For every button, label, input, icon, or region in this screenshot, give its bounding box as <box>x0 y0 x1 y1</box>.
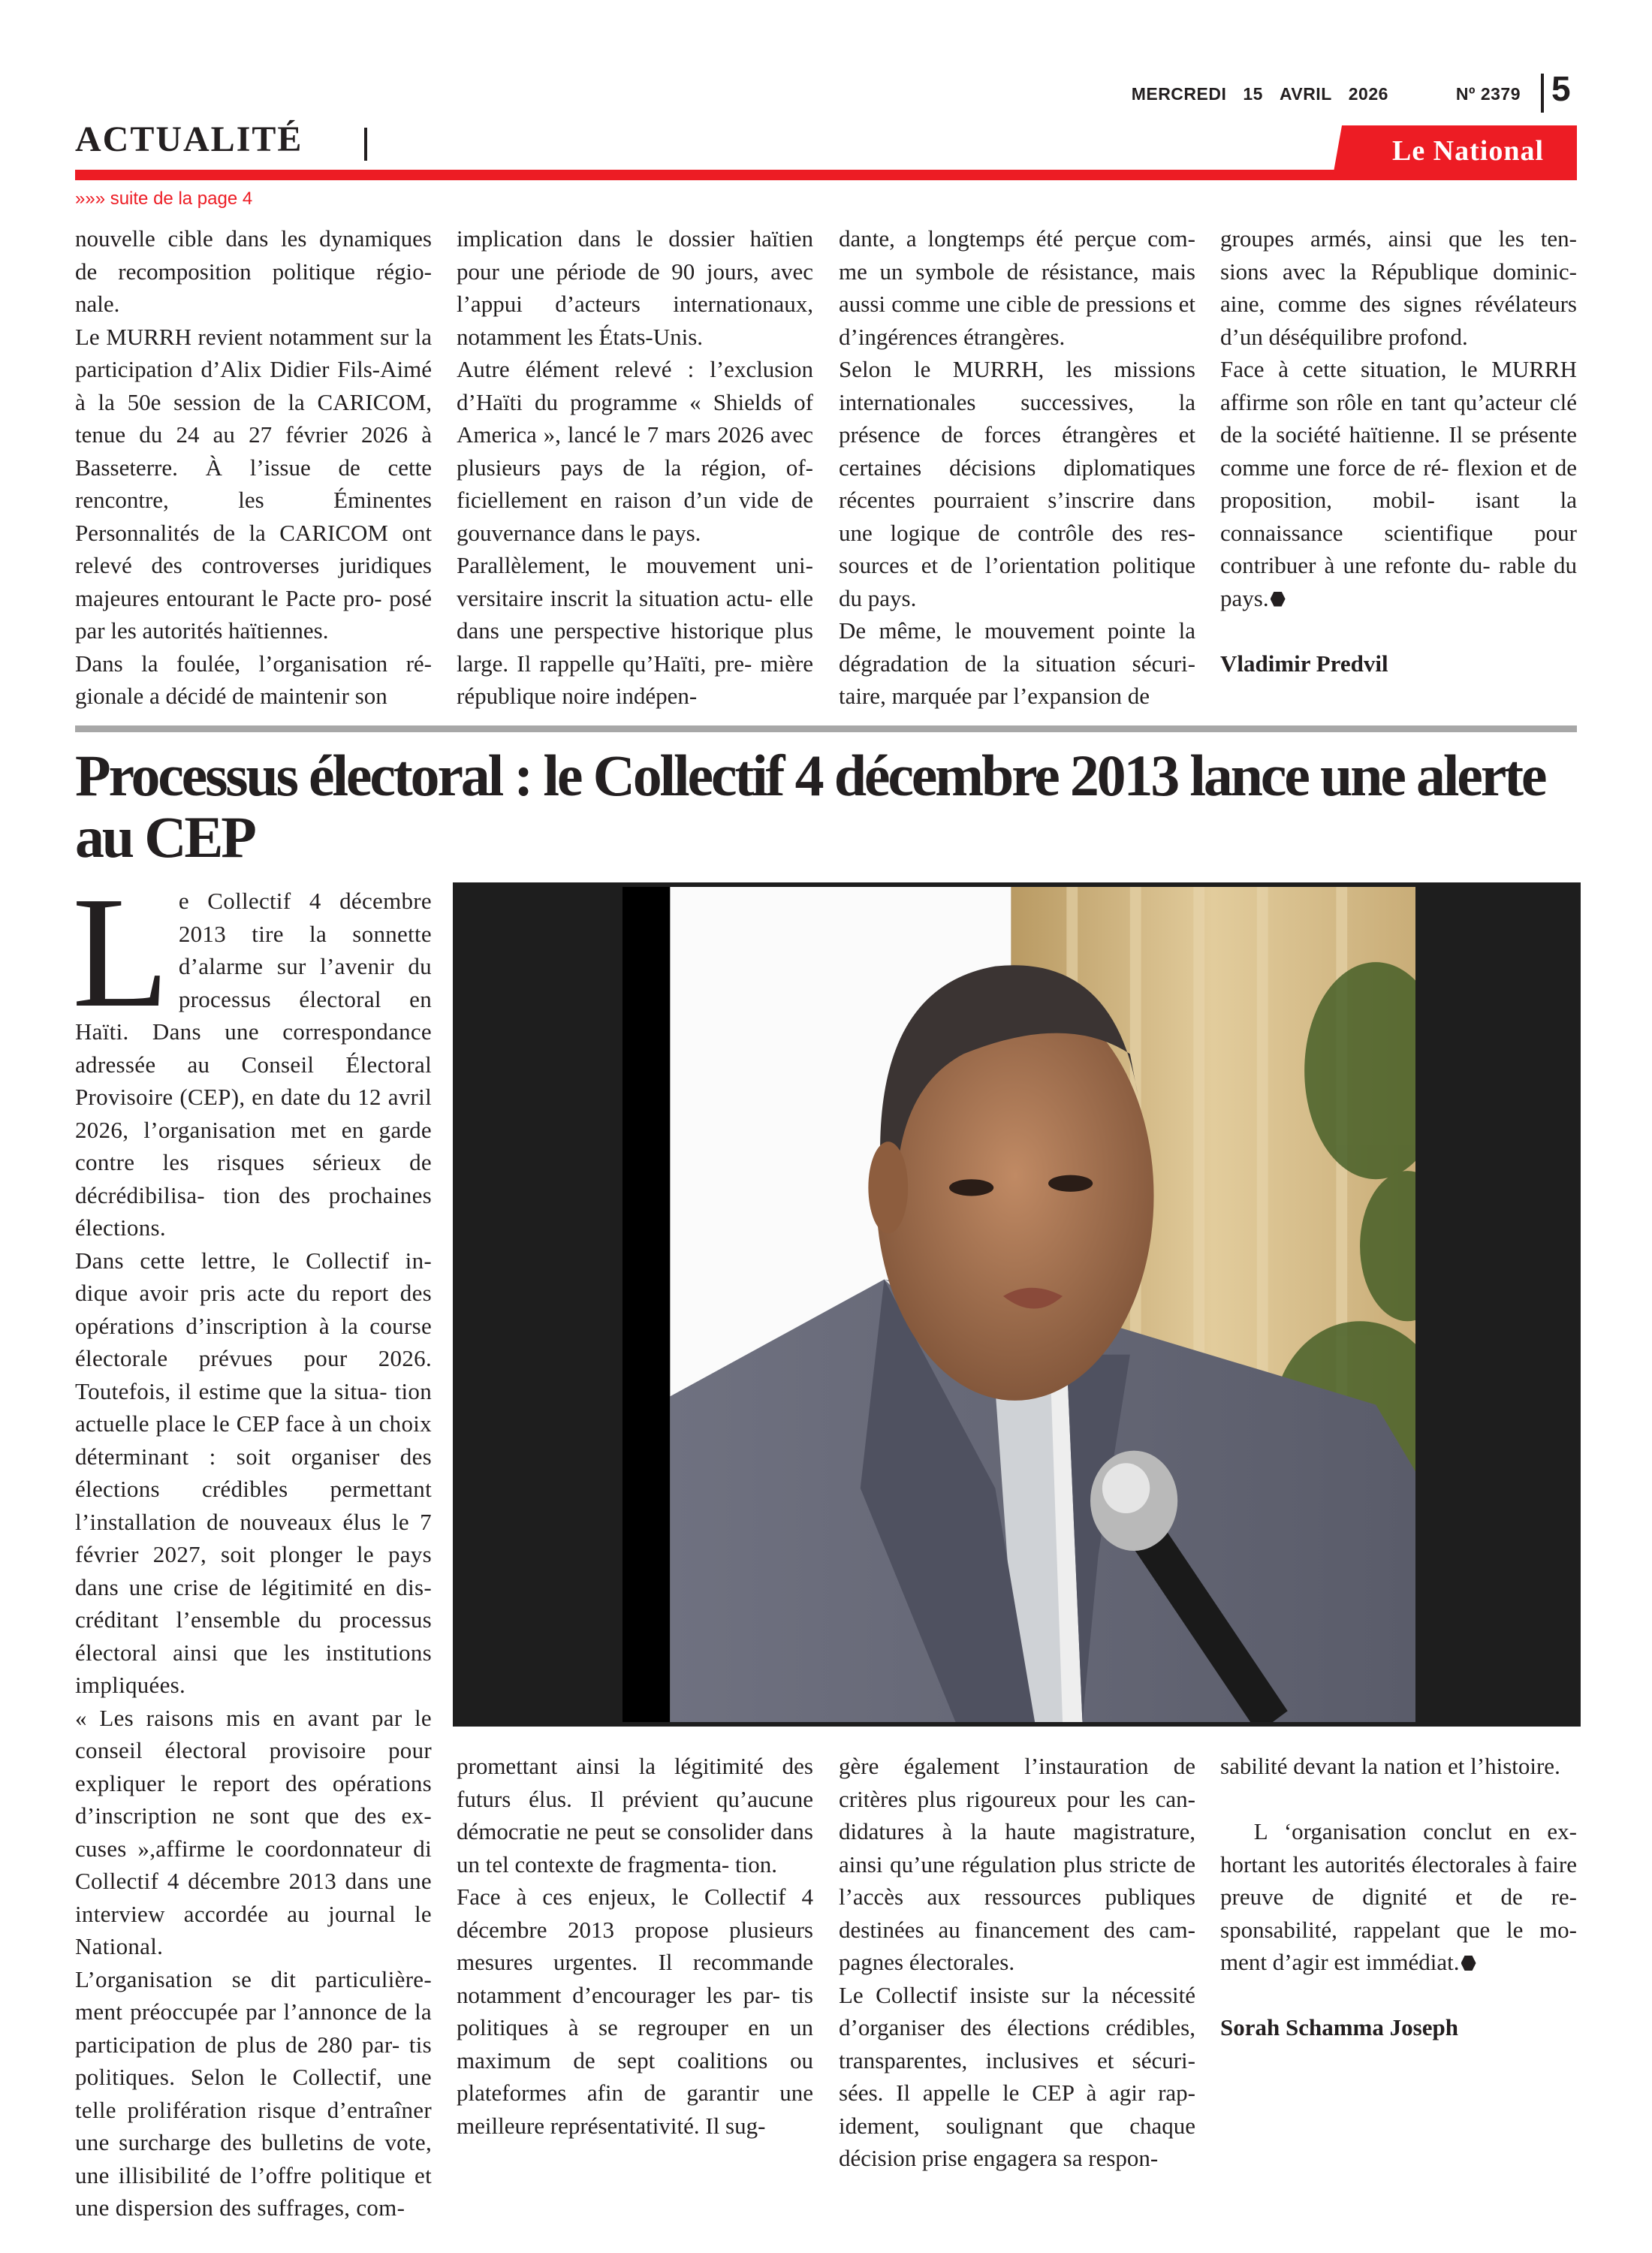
paragraph-text: e Collectif 4 décembre 2013 tire la sonnette d’alarme sur l’avenir du processus électoral en Haïti. Dans une correspondance adressée au Conseil Électoral Provisoire (CEP), en date du 12 avril 2026, l’organisation met en garde contre les risques sérieux de décrédibilisa- tion des prochaines élections. <box>75 888 432 1241</box>
issue-number: Nº 2379 <box>1455 84 1521 104</box>
paragraph: groupes armés, ainsi que les ten- sions avec la République dominic- aine, comme des signes révélateurs d’un déséquilibre profond. <box>1220 225 1577 350</box>
paragraph: sabilité devant la nation et l’histoire. <box>1220 1753 1560 1779</box>
article1-column-4 <box>1220 222 1577 680</box>
paragraph: Selon le MURRH, les missions internationales successives, la présence de forces étrangères et certaines décisions diplomatiques récentes pourraient s’inscrire dans une logique de contrôle des res- sources et de l’orientation politique du pays. <box>839 356 1195 611</box>
article-headline: Processus électoral : le Collectif 4 décembre 2013 lance une alerte au CEP <box>75 743 1545 870</box>
paragraph-text: Face à cette situation, le MURRH affirme son rôle en tant qu’acteur clé de la société haïtienne. Il se présente comme une force de ré- flexion et de proposition, mobil- isant la connaissance scientifique pour contribuer à une refonte du- rable du pays. <box>1220 356 1577 611</box>
end-of-article-icon <box>1271 592 1286 607</box>
paragraph: Dans cette lettre, le Collectif in- dique avoir pris acte du report des opérations d’inscription à la course électorale prévues pour 2026. Toutefois, il estime que la situa- tion actuelle place le CEP face à un choix déterminant : soit organiser des élections crédibles permettant l’installation de nouveaux élus le 7 février 2027, soit plonger le pays dans une crise de légitimité en dis- créditant l’ensemble du processus électoral ainsi que les institutions impliquées. <box>75 1247 432 1698</box>
paragraph: Parallèlement, le mouvement uni- versitaire inscrit la situation actu- elle dans une perspective historique plus large. Il rappelle qu’Haïti, pre- mière république noire indépen- <box>457 552 813 709</box>
article-photo <box>453 882 1581 1727</box>
paragraph: Le Collectif insiste sur la nécessité d’organiser des élections crédibles, transparentes, inclusives et sécuri- sées. Il appelle le CEP à agir rap- idement, soulignant que chaque décision prise engagera sa respon- <box>839 1981 1195 2171</box>
paragraph: gère également l’instauration de critères plus rigoureux pour les can- didatures à la haute magistrature, ainsi qu’une régulation plus stricte de l’accès aux ressources publiques destinées au financement des cam- pagnes électorales. <box>839 1753 1195 1975</box>
paragraph: Le MURRH revient notamment sur la participation d’Alix Didier Fils-Aimé à la 50e session de la CARICOM, tenue du 24 au 27 février 2026 à Basseterre. À l’issue de cette rencontre, les Éminentes Personnalités de la CARICOM ont relevé des controverses juridiques majeures entourant le Pacte pro- posé par les autorités haïtiennes. <box>75 323 432 644</box>
speaker-photo-image <box>623 887 1415 1722</box>
paragraph: implication dans le dossier haïtien pour une période de 90 jours, avec l’appui d’acteurs internationaux, notamment les États-Unis. <box>457 225 813 350</box>
paragraph <box>1220 353 1577 614</box>
date-weekday: MERCREDI <box>1131 84 1227 104</box>
continued-from-link[interactable]: »»» suite de la page 4 <box>75 189 253 209</box>
article1-column-1 <box>75 222 432 713</box>
page-number-divider <box>1541 74 1544 113</box>
paragraph: nouvelle cible dans les dynamiques de recomposition politique régio- nale. <box>75 225 432 317</box>
section-title: ACTUALITÉ <box>75 119 303 159</box>
drop-cap: L <box>72 864 170 1040</box>
date-month: AVRIL <box>1279 84 1332 104</box>
paragraph: De même, le mouvement pointe la dégradation de la situation sécuri- taire, marquée par l’expansion de <box>839 617 1195 709</box>
article-author: Sorah Schamma Joseph <box>1220 2014 1458 2040</box>
paragraph: dante, a longtemps été perçue com- me un symbole de résistance, mais aussi comme une cible de pressions et d’ingérences étrangères. <box>839 225 1195 350</box>
article2-column-4 <box>1220 1750 1583 2044</box>
page-number: 5 <box>1551 69 1571 108</box>
article-separator <box>75 725 1577 732</box>
paragraph: Face à ces enjeux, le Collectif 4 décembre 2013 propose plusieurs mesures urgentes. Il recommande notamment d’encourager les par- tis politiques à se regrouper en un maximum de sept coalitions ou plateformes afin de garantir une meilleure représentativité. Il sug- <box>457 1884 813 2139</box>
article-author: Vladimir Predvil <box>1220 650 1388 677</box>
article2-column-1 <box>72 864 432 2224</box>
article1-column-2 <box>457 222 813 713</box>
section-divider <box>364 128 367 161</box>
end-of-article-icon <box>1461 1956 1476 1971</box>
paragraph <box>72 864 432 1244</box>
paragraph: « Les raisons mis en avant par le conseil électoral provisoire pour expliquer le report des opérations d’inscription ne sont que des ex- cuses »,affirme le coordonnateur di Collectif 4 décembre 2013 dans une interview accordée au journal le National. <box>75 1704 432 1959</box>
paragraph: Dans la foulée, l’organisation ré- gionale a décidé de maintenir son <box>75 650 432 709</box>
paragraph <box>1220 1815 1583 1979</box>
date-day: 15 <box>1243 84 1263 104</box>
paragraph-spacer <box>1220 1783 1577 1816</box>
article2-column-3 <box>839 1750 1195 2175</box>
paragraph: Autre élément relevé : l’exclusion d’Haïti du programme « Shields of America », lancé le 7 mars 2026 avec plusieurs pays de la région, of- ficiellement en raison d’un vide de gouvernance dans le pays. <box>457 356 813 546</box>
date-year: 2026 <box>1348 84 1388 104</box>
article1-column-3 <box>839 222 1195 713</box>
article2-column-2 <box>457 1750 813 2142</box>
dateline <box>1115 84 1521 104</box>
paragraph-text: L ‘organisation conclut en ex- hortant les autorités électorales à faire preuve de dignité et de re- sponsabilité, rappelant que le mo- ment d’agir est immédiat. <box>1220 1818 1583 1975</box>
paragraph: L’organisation se dit particulière- ment préoccupée par l’annonce de la participation de plus de 280 par- tis politiques. Selon le Collectif, une telle prolifération risque d’entraîner une surcharge des bulletins de vote, une illisibilité de l’offre politique et une dispersion des suffrages, com- <box>75 1965 432 2221</box>
brand-logo: Le National <box>1391 135 1545 167</box>
paragraph: promettant ainsi la légitimité des futurs élus. Il prévient qu’aucune démocratie ne peut se consolider dans un tel contexte de fragmenta- tion. <box>457 1753 813 1878</box>
